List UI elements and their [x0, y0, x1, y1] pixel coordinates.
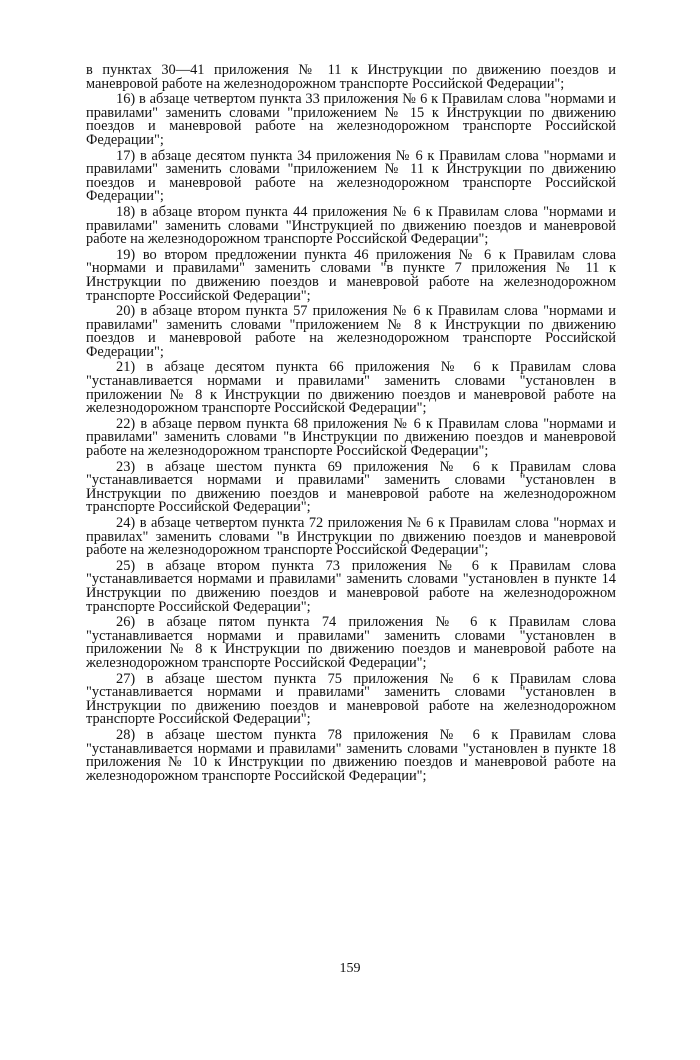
paragraph-17: 17) в абзаце десятом пункта 34 приложения № 6 к Правилам слова "нормами и правилами" заменить словами "приложением № 11 к Инструкции по движению поездов и маневровой работе на железнодорожном транспорте Российской Федерации";	[86, 147, 616, 205]
paragraph-21: 21) в абзаце десятом пункта 66 приложения № 6 к Правилам слова "устанавливается нормами и правилами" заменить словами "установлен в приложении № 8 к Инструкции по движению поездов и маневровой работе на железнодорожном транспорте Российской Федерации";	[86, 359, 616, 417]
page-number: 159	[339, 961, 361, 976]
paragraph-27: 27) в абзаце шестом пункта 75 приложения № 6 к Правилам слова "устанавливается нормами и правилами" заменить словами "установлен в Инструкции по движению поездов и маневровой работе на железнодорожном транспорте Российской Федерации";	[86, 670, 616, 728]
paragraph-25: 25) в абзаце втором пункта 73 приложения № 6 к Правилам слова "устанавливается нормами и правилами" заменить словами "установлен в пункте 14 Инструкции по движению поездов и маневровой работе на железнодорожном транспорте Российской Федерации";	[86, 557, 616, 615]
paragraph-19: 19) во втором предложении пункта 46 приложения № 6 к Правилам слова "нормами и правилами" заменить словами "в пункте 7 приложения № 11 к Инструкции по движению поездов и маневровой работе на железнодорожном транспорте Российской Федерации";	[86, 246, 616, 304]
paragraph-18: 18) в абзаце втором пункта 44 приложения № 6 к Правилам слова "нормами и правилами" заменить словами "Инструкцией по движению поездов и маневровой работе на железнодорожном транспорте Российской Федерации";	[86, 203, 616, 248]
paragraph-24: 24) в абзаце четвертом пункта 72 приложения № 6 к Правилам слова "нормах и правилах" заменить словами "в Инструкции по движению поездов и маневровой работе на железнодорожном транспорте Российской Федерации";	[86, 515, 616, 559]
paragraph-26: 26) в абзаце пятом пункта 74 приложения № 6 к Правилам слова "устанавливается нормами и правилами" заменить словами "установлен в приложении № 8 к Инструкции по движению поездов и маневровой работе на железнодорожном транспорте Российской Федерации";	[86, 614, 616, 671]
paragraph-continuation: в пунктах 30—41 приложения № 11 к Инструкции по движению поездов и маневровой работе на железнодорожном транспорте Российской Федерации";	[86, 62, 616, 92]
paragraph-22: 22) в абзаце первом пункта 68 приложения № 6 к Правилам слова "нормами и правилами" заменить словами "в Инструкции по движению поездов и маневровой работе на железнодорожном транспорте Российской Федерации";	[86, 415, 616, 460]
document-body	[86, 64, 616, 785]
paragraph-16: 16) в абзаце четвертом пункта 33 приложения № 6 к Правилам слова "нормами и правилами" заменить словами "приложением № 15 к Инструкции по движению поездов и маневровой работе на железнодорожном транспорте Российской Федерации";	[86, 91, 616, 148]
paragraph-20: 20) в абзаце втором пункта 57 приложения № 6 к Правилам слова "нормами и правилами" заменить словами "приложением № 8 к Инструкции по движению поездов и маневровой работе на железнодорожном транспорте Российской Федерации";	[86, 303, 616, 360]
paragraph-28: 28) в абзаце шестом пункта 78 приложения № 6 к Правилам слова "устанавливается нормами и правилами" заменить словами "установлен в пункте 18 приложения № 10 к Инструкции по движению поездов и маневровой работе на железнодорожном транспорте Российской Федерации";	[86, 726, 616, 784]
paragraph-23: 23) в абзаце шестом пункта 69 приложения № 6 к Правилам слова "устанавливается нормами и правилами" заменить словами "установлен в Инструкции по движению поездов и маневровой работе на железнодорожном транспорте Российской Федерации";	[86, 458, 616, 516]
